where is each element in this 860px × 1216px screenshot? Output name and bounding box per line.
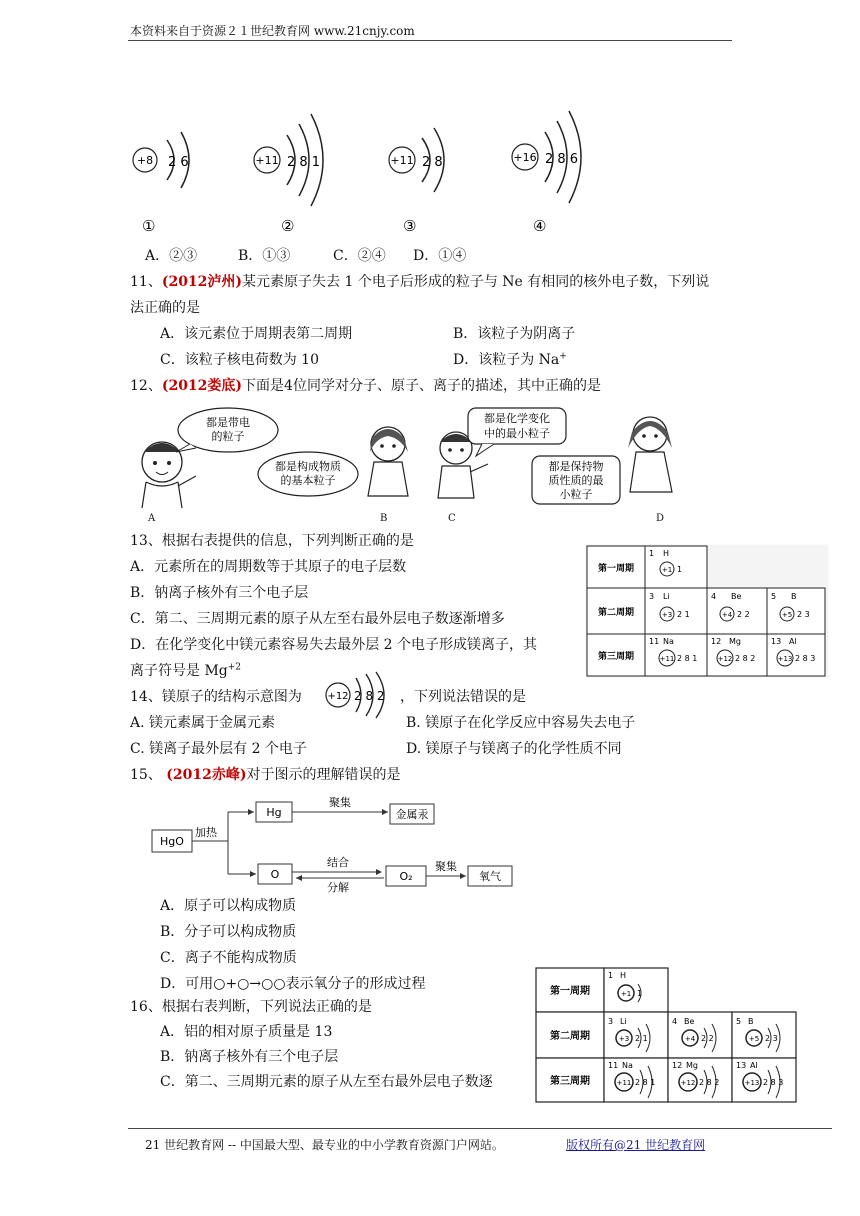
svg-text:O₂: O₂ [399, 870, 413, 883]
q15-option-a: A．原子可以构成物质 [160, 898, 297, 914]
svg-text:1: 1 [677, 565, 683, 574]
svg-text:第一周期: 第一周期 [550, 986, 590, 997]
q10-option-b: B．①③ [238, 248, 291, 264]
svg-text:2 1: 2 1 [677, 610, 690, 619]
svg-text:中的最小粒子: 中的最小粒子 [484, 427, 550, 440]
svg-text:H: H [620, 971, 627, 980]
q14-option-b: B. 镁原子在化学反应中容易失去电子 [406, 715, 636, 731]
svg-text:金属汞: 金属汞 [395, 808, 429, 821]
svg-text:2 8 2: 2 8 2 [699, 1078, 720, 1087]
svg-text:12: 12 [711, 637, 722, 646]
svg-text:B: B [748, 1017, 754, 1026]
svg-text:+13: +13 [744, 1079, 760, 1087]
svg-text:2 8 3: 2 8 3 [795, 654, 816, 663]
atom-1-shells: 2 6 [168, 155, 189, 170]
svg-text:+4: +4 [684, 1035, 696, 1043]
atom-3-nucleus: +11 [390, 154, 414, 167]
svg-text:Mg: Mg [686, 1061, 698, 1070]
svg-text:2 2: 2 2 [701, 1034, 714, 1043]
svg-text:第三周期: 第三周期 [550, 1076, 590, 1087]
q10-option-c: C．②④ [333, 248, 386, 264]
q12-label-a: A [148, 513, 156, 524]
svg-text:的粒子: 的粒子 [211, 430, 245, 443]
svg-text:+12: +12 [680, 1079, 696, 1087]
svg-text:Be: Be [731, 592, 742, 601]
svg-text:O: O [270, 868, 280, 881]
q11-option-c: C．该粒子核电荷数为 10 [160, 352, 319, 368]
atom-2-nucleus: +11 [255, 154, 279, 167]
atom-3-label: ③ [403, 217, 417, 235]
svg-text:2 8 1: 2 8 1 [635, 1078, 656, 1087]
svg-text:的基本粒子: 的基本粒子 [280, 474, 336, 487]
q13-option-d: D．在化学变化中镁元素容易失去最外层 2 个电子形成镁离子，其 [130, 637, 538, 653]
svg-text:+1: +1 [620, 990, 632, 998]
svg-text:Li: Li [620, 1017, 627, 1026]
bubble-a [176, 408, 278, 452]
q15-option-b: B．分子可以构成物质 [160, 924, 297, 940]
atom-4-shells: 2 8 6 [545, 152, 579, 167]
svg-text:4: 4 [672, 1017, 678, 1026]
svg-text:2 2: 2 2 [737, 610, 750, 619]
svg-text:1: 1 [649, 549, 655, 558]
atom-3-shells: 2 8 [422, 155, 443, 170]
svg-text:+3: +3 [618, 1035, 630, 1043]
q14-option-c: C. 镁离子最外层有 2 个电子 [130, 741, 307, 757]
svg-text:+1: +1 [661, 566, 673, 574]
svg-text:+3: +3 [661, 611, 673, 619]
q16-stem: 16、根据右表判断，下列说法正确的是 [130, 999, 372, 1015]
student-b-figure [368, 427, 408, 496]
svg-text:5: 5 [771, 592, 777, 601]
page-header: 本资料来自于资源２１世纪教育网 www.21cnjy.com [130, 24, 415, 38]
svg-text:2 3: 2 3 [797, 610, 810, 619]
q11-option-d: D．该粒子为 Na+ [453, 351, 567, 368]
q11-stem-cont: 法正确的是 [130, 300, 200, 316]
svg-text:2 8 2: 2 8 2 [735, 654, 756, 663]
svg-text:Hg: Hg [266, 806, 282, 819]
q13-option-a: A．元素所在的周期数等于其原子的电子层数 [130, 559, 407, 575]
svg-text:第三周期: 第三周期 [597, 652, 635, 662]
footer-rule [128, 1128, 832, 1129]
footer-copyright-link[interactable]: 版权所有@21 世纪教育网 [566, 1138, 706, 1152]
q11-option-b: B．该粒子为阴离子 [453, 326, 576, 342]
atom-4-label: ④ [533, 217, 547, 235]
atom-1-label: ① [142, 217, 156, 235]
atom-1 [133, 132, 189, 188]
atom-1-nucleus: +8 [136, 154, 154, 167]
svg-text:Be: Be [684, 1017, 695, 1026]
svg-text:2 8 3: 2 8 3 [763, 1078, 784, 1087]
svg-text:11: 11 [608, 1061, 619, 1070]
svg-text:Al: Al [750, 1061, 758, 1070]
q15-stem: 15、 (2012赤峰)对于图示的理解错误的是 [130, 767, 401, 783]
periodic-table-1 [585, 544, 829, 678]
bubble-c [468, 408, 566, 456]
q16-option-a: A．铝的相对原子质量是 13 [160, 1024, 333, 1040]
svg-text:Mg: Mg [729, 637, 741, 646]
svg-text:1: 1 [608, 971, 614, 980]
svg-text:4: 4 [711, 592, 717, 601]
q14-option-d: D. 镁原子与镁离子的化学性质不同 [406, 741, 622, 757]
svg-text:+12: +12 [717, 655, 733, 663]
svg-text:B: B [791, 592, 797, 601]
svg-text:都是化学变化: 都是化学变化 [484, 412, 550, 425]
svg-text:13: 13 [736, 1061, 747, 1070]
svg-text:1: 1 [637, 989, 643, 998]
svg-text:H: H [663, 549, 670, 558]
student-d-figure [628, 417, 672, 492]
q15-option-d: D．可用○+○→○○表示氧分子的形成过程 [160, 976, 426, 992]
svg-text:结合: 结合 [327, 856, 349, 869]
q13-option-c: C．第二、三周期元素的原子从左至右最外层电子数逐渐增多 [130, 611, 505, 627]
atom-4 [512, 111, 581, 203]
atom-2-label: ② [281, 217, 295, 235]
svg-text:+4: +4 [721, 611, 733, 619]
svg-text:第一周期: 第一周期 [597, 564, 635, 574]
periodic-table-2 [534, 966, 800, 1104]
svg-text:氧气: 氧气 [479, 870, 501, 883]
svg-text:质性质的最: 质性质的最 [548, 474, 604, 487]
svg-text:3: 3 [608, 1017, 614, 1026]
svg-text:+5: +5 [781, 611, 793, 619]
atom-4-nucleus: +16 [513, 151, 537, 164]
q14-stem-post: ，下列说法错误的是 [400, 689, 526, 705]
q14-stem-pre: 14、镁原子的结构示意图为 [130, 689, 302, 705]
svg-text:聚集: 聚集 [435, 860, 457, 873]
svg-text:+5: +5 [748, 1035, 760, 1043]
svg-text:2 3: 2 3 [765, 1034, 778, 1043]
atom-2 [254, 114, 323, 206]
svg-text:3: 3 [649, 592, 655, 601]
svg-text:第二周期: 第二周期 [550, 1031, 590, 1042]
atom-3 [389, 128, 444, 192]
svg-text:都是构成物质: 都是构成物质 [275, 460, 341, 473]
svg-text:13: 13 [771, 637, 782, 646]
q16-option-b: B．钠离子核外有三个电子层 [160, 1049, 339, 1065]
svg-text:Li: Li [663, 592, 670, 601]
q15-option-c: C．离子不能构成物质 [160, 950, 297, 966]
svg-text:2 1: 2 1 [635, 1034, 648, 1043]
student-a-figure [142, 442, 196, 508]
q10-option-d: D．①④ [413, 248, 467, 264]
q12-stem: 12、(2012娄底)下面是4位同学对分子、原子、离子的描述，其中正确的是 [130, 378, 601, 394]
svg-text:都是带电: 都是带电 [206, 416, 250, 429]
svg-text:HgO: HgO [160, 835, 184, 848]
svg-text:第二周期: 第二周期 [597, 608, 635, 618]
svg-text:12: 12 [672, 1061, 683, 1070]
svg-text:+13: +13 [777, 655, 793, 663]
svg-text:小粒子: 小粒子 [559, 488, 593, 501]
q11-stem: 11、(2012泸州)某元素原子失去 1 个电子后形成的粒子与 Ne 有相同的核外电子数，下列说 [130, 274, 710, 290]
svg-text:Na: Na [663, 637, 674, 646]
q12-label-c: C [448, 513, 456, 524]
q10-option-a: A．②③ [145, 248, 198, 264]
mg-atom-diagram [322, 670, 392, 720]
svg-text:+11: +11 [659, 655, 675, 663]
q14-option-a: A. 镁元素属于金属元素 [130, 715, 276, 731]
svg-text:11: 11 [649, 637, 660, 646]
q11-option-a: A．该元素位于周期表第二周期 [160, 326, 353, 342]
svg-text:加热: 加热 [195, 826, 217, 839]
hgo-flow-diagram [140, 792, 520, 894]
svg-text:+12: +12 [327, 691, 349, 702]
q13-option-b: B．钠离子核外有三个电子层 [130, 585, 309, 601]
atom-2-shells: 2 8 1 [287, 155, 321, 170]
bubble-b [258, 452, 358, 496]
header-rule [128, 40, 732, 41]
q16-option-c: C．第二、三周期元素的原子从左至右最外层电子数逐 [160, 1074, 493, 1090]
q13-option-d-cont: 离子符号是 $Mg^{+2}$ [130, 662, 242, 679]
footer-text: 21 世纪教育网 -- 中国最大型、最专业的中小学教育资源门户网站。 [145, 1138, 504, 1152]
atom-diagrams [120, 105, 600, 245]
q13-stem: 13、根据右表提供的信息，下列判断正确的是 [130, 533, 414, 549]
svg-text:都是保持物: 都是保持物 [548, 460, 604, 473]
q12-label-b: B [380, 513, 388, 524]
svg-text:聚集: 聚集 [329, 796, 351, 809]
svg-text:Al: Al [789, 637, 797, 646]
q12-label-d: D [656, 513, 665, 524]
svg-text:+11: +11 [616, 1079, 632, 1087]
svg-text:分解: 分解 [327, 881, 349, 894]
svg-text:2 8 1: 2 8 1 [677, 654, 698, 663]
svg-text:Na: Na [622, 1061, 633, 1070]
svg-text:2 8 2: 2 8 2 [354, 689, 385, 703]
svg-text:5: 5 [736, 1017, 742, 1026]
bubble-d [532, 456, 620, 504]
q12-cartoon [132, 400, 682, 512]
